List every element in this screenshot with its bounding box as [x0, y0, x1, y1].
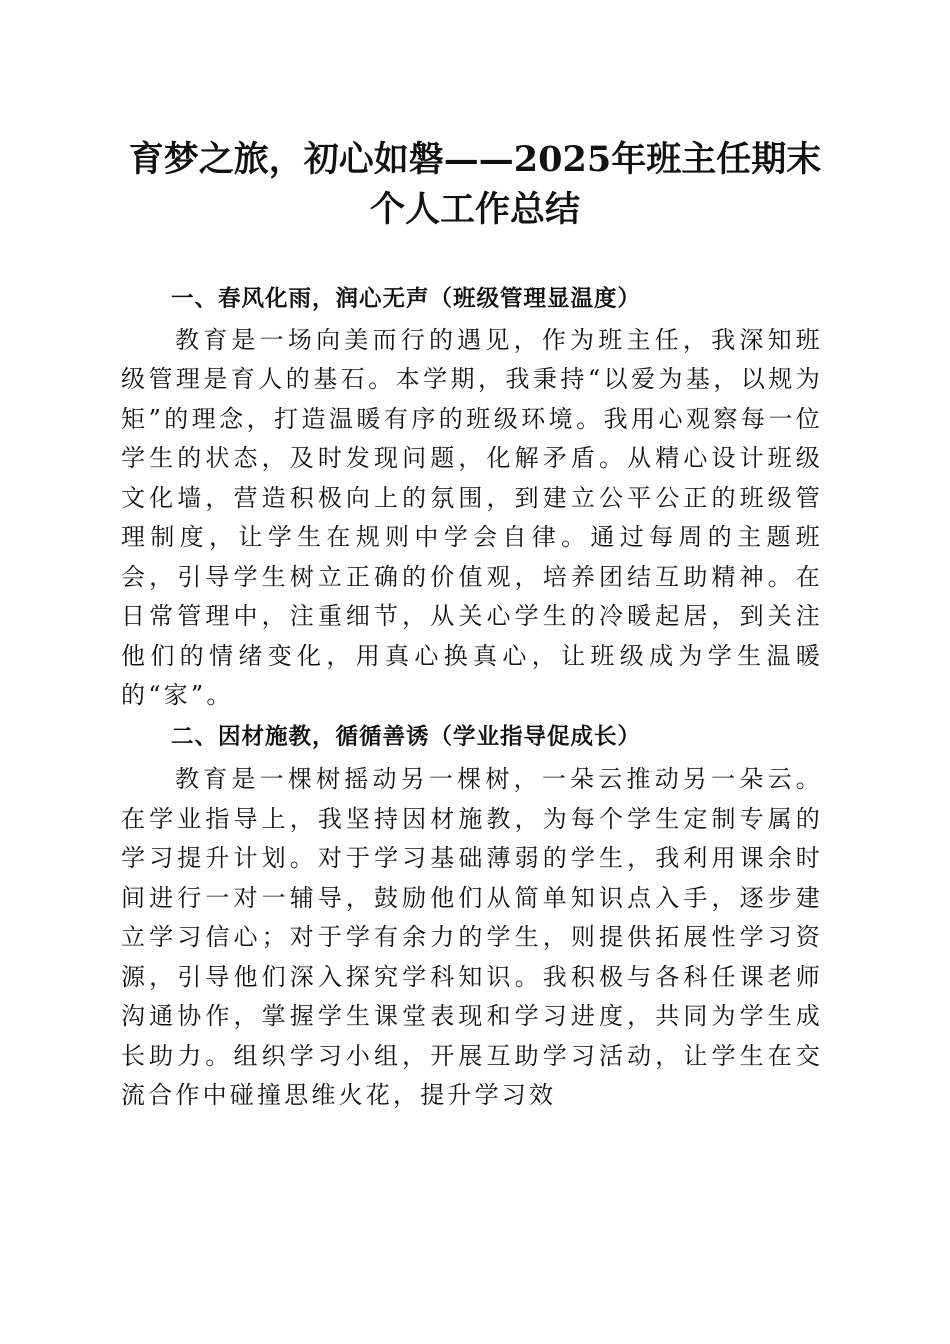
- section-heading-1: 一、春风化雨，润心无声（班级管理显温度）: [171, 286, 642, 312]
- title-line-1: 育梦之旅，初心如磐——2025年班主任期末: [128, 139, 822, 180]
- document-body: [121, 280, 823, 1116]
- title-line-2: 个人工作总结: [369, 189, 580, 230]
- section-paragraph-2: 教育是一棵树摇动另一棵树，一朵云推动另一朵云。在学业指导上，我坚持因材施教，为每个学生定制专属的学习提升计划。对于学习基础薄弱的学生，我利用课余时间进行一对一辅导，鼓励他们从简单知识点入手，逐步建立学习信心；对于学有余力的学生，则提供拓展性学习资源，引导他们深入探究学科知识。我积极与各科任课老师沟通协作，掌握学生课堂表现和学习进度，共同为学生成长助力。组织学习小组，开展互助学习活动，让学生在交流合作中碰撞思维火花，提升学习效: [121, 765, 823, 1109]
- document-title: [100, 135, 850, 235]
- section-heading-2: 二、因材施教，循循善诱（学业指导促成长）: [171, 723, 642, 750]
- section-paragraph-1: 教育是一场向美而行的遇见，作为班主任，我深知班级管理是育人的基石。本学期，我秉持“以爱为基，以规为矩”的理念，打造温暖有序的班级环境。我用心观察每一位学生的状态，及时发现问题，化解矛盾。从精心设计班级文化墙，营造积极向上的氛围，到建立公平公正的班级管理制度，让学生在规则中学会自律。通过每周的主题班会，引导学生树立正确的价值观，培养团结互助精神。在日常管理中，注重细节，从关心学生的冷暖起居，到关注他们的情绪变化，用真心换真心，让班级成为学生温暖的“家”。: [121, 325, 823, 709]
